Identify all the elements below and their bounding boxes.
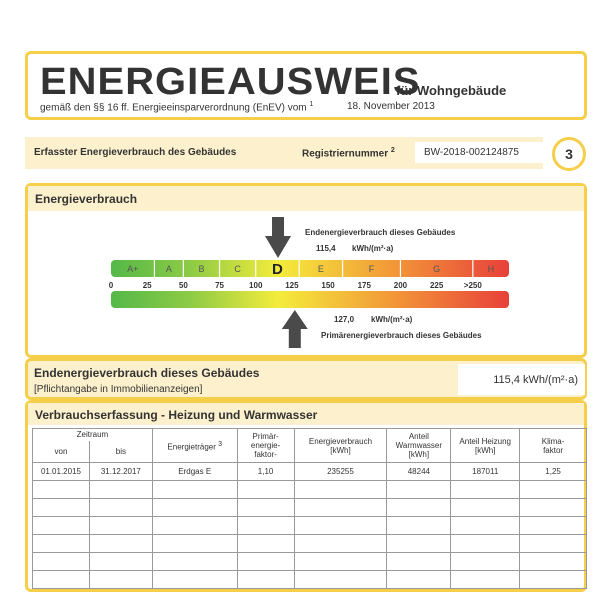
scale-tick-label: 50: [178, 281, 188, 290]
primary-energy-arrow-label: Primärenergieverbrauch dieses Gebäudes: [321, 331, 482, 340]
energy-class-label: G: [433, 264, 441, 274]
scale-tick-label: 100: [249, 281, 263, 290]
table-cell: [520, 535, 587, 553]
consumption-section-title: Verbrauchserfassung - Heizung und Warmwasser: [28, 403, 584, 425]
table-cell: [89, 517, 152, 535]
header-anteil-warmwasser: Anteil Warmwasser [kWh]: [387, 429, 451, 463]
energy-class-label: E: [317, 264, 324, 274]
table-cell: [89, 553, 152, 571]
end-energy-arrow-unit: kWh/(m²·a): [352, 244, 394, 253]
energy-class-label: A+: [127, 264, 139, 274]
table-row: [33, 499, 587, 517]
registration-label: Erfasster Energieverbrauch des Gebäudes: [34, 147, 237, 158]
energy-class-label: H: [487, 264, 495, 274]
energy-section-title: Energieverbrauch: [28, 186, 584, 211]
table-cell: [237, 535, 294, 553]
scale-tick-label: 0: [108, 281, 114, 290]
table-cell: [152, 553, 237, 571]
table-cell: [89, 481, 152, 499]
table-cell: [294, 535, 387, 553]
table-cell: [152, 499, 237, 517]
document-header: [25, 51, 587, 120]
header-energieverbrauch: Energieverbrauch [kWh]: [294, 429, 387, 463]
header-primaerenergiefaktor: Primär- energie- faktor-: [237, 429, 294, 463]
document-subtitle: für Wohngebäude: [396, 83, 507, 98]
scale-tick-label: 75: [215, 281, 224, 290]
table-cell: [451, 517, 520, 535]
table-cell: [33, 481, 90, 499]
scale-tick-label: 150: [321, 281, 335, 290]
table-row: [33, 553, 587, 571]
end-energy-arrow-icon: [265, 217, 291, 258]
table-row: [33, 481, 587, 499]
page-number-badge: 3: [552, 137, 586, 171]
table-cell: 1,25: [520, 463, 587, 481]
table-cell: [520, 499, 587, 517]
table-cell: [520, 571, 587, 589]
table-cell: [451, 571, 520, 589]
primary-energy-arrow-icon: [282, 310, 308, 348]
end-energy-title: Endenergieverbrauch dieses Gebäudes: [34, 366, 260, 380]
table-cell: 01.01.2015: [33, 463, 90, 481]
header-bis: bis: [89, 441, 152, 463]
table-row: [33, 463, 587, 481]
table-cell: [294, 499, 387, 517]
header-klimafaktor: Klima- faktor: [520, 429, 587, 463]
end-energy-value: 115,4 kWh/(m²·a): [458, 364, 585, 395]
registration-number-value: BW-2018-002124875: [415, 142, 563, 163]
document-title: ENERGIEAUSWEIS: [40, 61, 421, 103]
table-cell: [152, 481, 237, 499]
table-cell: [33, 553, 90, 571]
scale-tick-label: 175: [357, 281, 371, 290]
scale-tick-label: 200: [393, 281, 408, 290]
legal-basis: gemäß den §§ 16 ff. Energieeinsparverordnung (EnEV) vom $^1$: [40, 101, 314, 114]
table-cell: [152, 535, 237, 553]
table-cell: [387, 571, 451, 589]
scale-tick-label: 225: [429, 281, 444, 290]
energy-class-label: A: [165, 264, 172, 274]
table-cell: [387, 553, 451, 571]
table-cell: Erdgas E: [152, 463, 237, 481]
table-cell: [33, 499, 90, 517]
table-cell: [237, 499, 294, 517]
end-energy-summary: [25, 358, 587, 400]
energy-scale-bottom-band: [111, 291, 509, 308]
header-zeitraum: Zeitraum: [33, 429, 153, 441]
table-cell: [237, 481, 294, 499]
table-cell: [294, 571, 387, 589]
table-cell: 31.12.2017: [89, 463, 152, 481]
table-cell: [520, 553, 587, 571]
consumption-record-section: [25, 400, 587, 592]
legal-date: 18. November 2013: [347, 101, 435, 112]
table-cell: [294, 517, 387, 535]
table-row: [33, 517, 587, 535]
table-cell: [237, 571, 294, 589]
table-cell: 187011: [451, 463, 520, 481]
energy-class-label: B: [198, 264, 205, 274]
energy-consumption-section: [25, 183, 587, 358]
table-cell: [33, 571, 90, 589]
table-cell: [89, 499, 152, 517]
table-cell: [387, 535, 451, 553]
table-row: [33, 571, 587, 589]
table-cell: [520, 517, 587, 535]
table-cell: 235255: [294, 463, 387, 481]
energy-class-label: C: [234, 264, 241, 274]
energy-class-label: D: [272, 261, 283, 278]
header-anteil-heizung: Anteil Heizung [kWh]: [451, 429, 520, 463]
table-cell: [33, 535, 90, 553]
primary-energy-arrow-value: 127,0: [334, 315, 355, 324]
table-cell: [237, 517, 294, 535]
scale-tick-label: 25: [142, 281, 152, 290]
table-cell: [451, 535, 520, 553]
table-cell: [520, 481, 587, 499]
table-cell: [387, 499, 451, 517]
table-cell: [237, 553, 294, 571]
energy-class-label: F: [368, 264, 375, 274]
table-row: [33, 535, 587, 553]
table-cell: [294, 553, 387, 571]
consumption-table: [32, 428, 587, 589]
table-cell: 48244: [387, 463, 451, 481]
scale-tick-label: >250: [463, 281, 482, 290]
table-cell: [152, 517, 237, 535]
table-cell: [33, 517, 90, 535]
end-energy-arrow-value: 115,4: [316, 244, 336, 253]
table-cell: [451, 499, 520, 517]
table-cell: 1,10: [237, 463, 294, 481]
table-cell: [89, 535, 152, 553]
footnote-marker: 1: [309, 101, 314, 108]
table-cell: [451, 553, 520, 571]
table-cell: [387, 481, 451, 499]
footnote-marker: 2: [390, 147, 395, 154]
registration-row: [25, 137, 543, 169]
end-energy-note: [Pflichtangabe in Immobilienanzeigen]: [34, 384, 203, 395]
table-cell: [152, 571, 237, 589]
header-von: von: [33, 441, 90, 463]
table-cell: [387, 517, 451, 535]
table-cell: [451, 481, 520, 499]
primary-energy-arrow-unit: kWh/(m²·a): [371, 315, 413, 324]
scale-tick-label: 125: [285, 281, 299, 290]
registration-number-label: Registriernummer $^2$: [302, 147, 395, 160]
table-cell: [294, 481, 387, 499]
header-energietraeger: Energieträger $^3$: [152, 429, 237, 463]
table-cell: [89, 571, 152, 589]
energy-scale-graphic: [28, 186, 590, 361]
end-energy-arrow-label: Endenergieverbrauch dieses Gebäudes: [305, 228, 456, 237]
